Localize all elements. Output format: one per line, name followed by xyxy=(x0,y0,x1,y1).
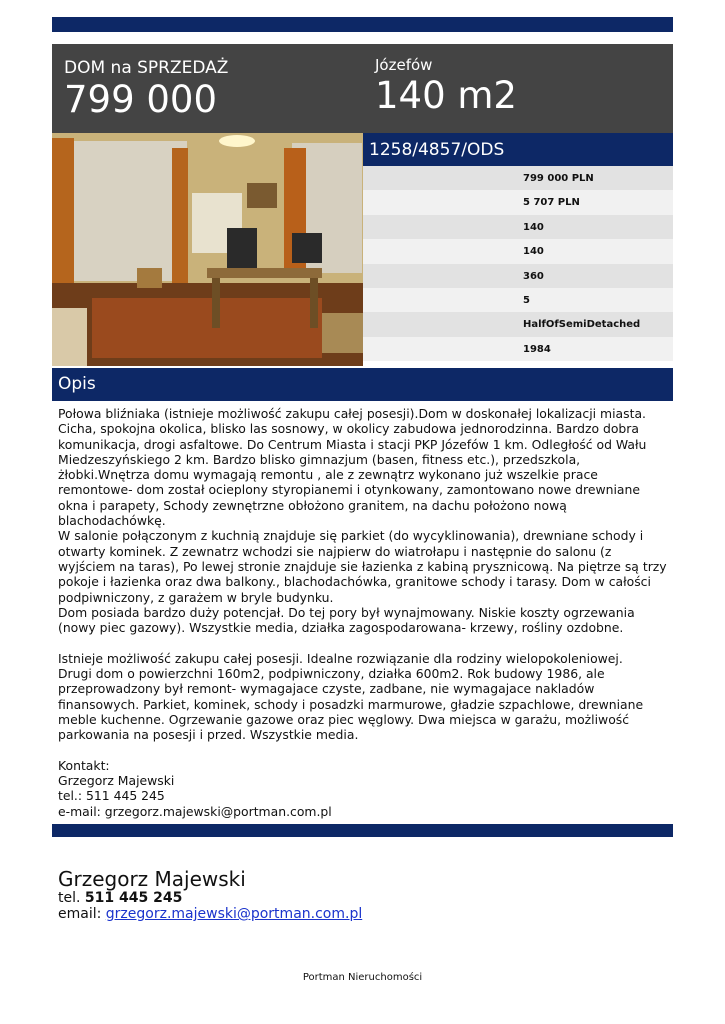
description-heading-bar xyxy=(52,368,673,401)
phone-number: 511 445 245 xyxy=(84,890,183,906)
parameters-table xyxy=(363,166,673,361)
reference-number: 1258/4857/ODS xyxy=(369,140,505,160)
param-row xyxy=(363,239,673,263)
param-row xyxy=(363,264,673,288)
property-photo xyxy=(52,133,363,366)
param-value: 360 xyxy=(523,270,544,282)
description-heading: Opis xyxy=(58,374,96,394)
agent-name: Grzegorz Majewski xyxy=(58,867,246,891)
param-row xyxy=(363,215,673,239)
reference-bar xyxy=(363,133,673,166)
agent-email xyxy=(58,906,362,922)
param-value: 140 xyxy=(523,246,544,258)
email-link[interactable]: grzegorz.majewski@portman.com.pl xyxy=(105,906,363,922)
bottom-accent-bar xyxy=(52,824,673,837)
phone-label: tel. xyxy=(58,890,81,906)
param-value: 140 xyxy=(523,221,544,233)
property-type: DOM na SPRZEDAŻ xyxy=(64,58,229,78)
property-price: 799 000 xyxy=(64,78,218,121)
param-value: 5 707 PLN xyxy=(523,197,580,209)
param-row xyxy=(363,288,673,312)
param-value: HalfOfSemiDetached xyxy=(523,319,641,331)
param-value: 5 xyxy=(523,294,530,306)
top-accent-bar xyxy=(52,17,673,32)
agent-phone xyxy=(58,890,182,906)
param-value: 1984 xyxy=(523,343,551,355)
param-row xyxy=(363,312,673,336)
param-row xyxy=(363,166,673,190)
param-row xyxy=(363,337,673,361)
footer-company: Portman Nieruchomości xyxy=(302,972,423,983)
property-area: 140 m2 xyxy=(375,74,517,117)
param-value: 799 000 PLN xyxy=(523,173,594,184)
param-row xyxy=(363,190,673,214)
email-label: email: xyxy=(58,906,102,922)
description-text: Połowa bliźniaka (istnieje możliwość zakupu całej posesji).Dom w doskonałej lokalizacji miasta. Cicha, spokojna okolica, blisko las sosnowy, w okolicy zabudowa jednorodzinna. Bardzo dobra komunikacja, drogi asfaltowe. Do Centrum Miasta i stacji PKP Józefów 1 km. Odległość od Wału Miedzeszyńskiego 2 km. Bardzo blisko gimnazjum (basen, fitness etc.), przedszkola, żłobki.Wnętrza domu wymagają remontu , ale z zewnątrz wykonano już wszelkie prace remontowe- dom został ocieplony styropianemi i otynkowany, zamontowano nowe drewniane okna i parapety, Schody zewnętrzne obłożono granitem, na dachu położono nową blachodachówkę. W salonie połączonym z kuchnią znajduje się parkiet (do wycyklinowania), drewniane schody i otwarty kominek. Z zewnatrz wchodzi sie najpierw do wiatrołapu i następnie do salonu (z wyjściem na taras), Po lewej stronie znajduje sie łazienka z kabiną prysznicową. Na piętrze są trzy pokoje i łazienka oraz dwa balkony., blachodachówka, granitowe schody i tarasy. Dom w całości podpiwniczony, z garażem w bryle budynku. Dom posiada bardzo duży potencjał. Do tej pory był wynajmowany. Niskie koszty ogrzewania (nowy piec gazowy). Wszystkie media, działka zagospodarowana- krzewy, rośliny ozdobne. Istnieje możliwość zakupu całej posesji. Idealne rozwiązanie dla rodziny wielopokoleniowej. Drugi dom o powierzchni 160m2, podpiwniczony, działka 600m2. Rok budowy 1986, ale przeprowadzony był remont- wymagajace czyste, zadbane, nie wymagajace nakladów finansowych. Parkiet, kominek, schody i posadzki marmurowe, gładzie szpachlowe, drewniane meble kuchenne. Ogrzewanie gazowe oraz piec węglowy. Dwa miejsca w garażu, możliwość parkowania na posesji i przed. Wszystkie media. Kontakt: Grzegorz Majewski tel.: 511 445 245 e-mail: grzegorz.majewski@portman.com.pl xyxy=(58,406,667,819)
property-location: Józefów xyxy=(375,56,433,74)
listing-header xyxy=(52,44,673,133)
